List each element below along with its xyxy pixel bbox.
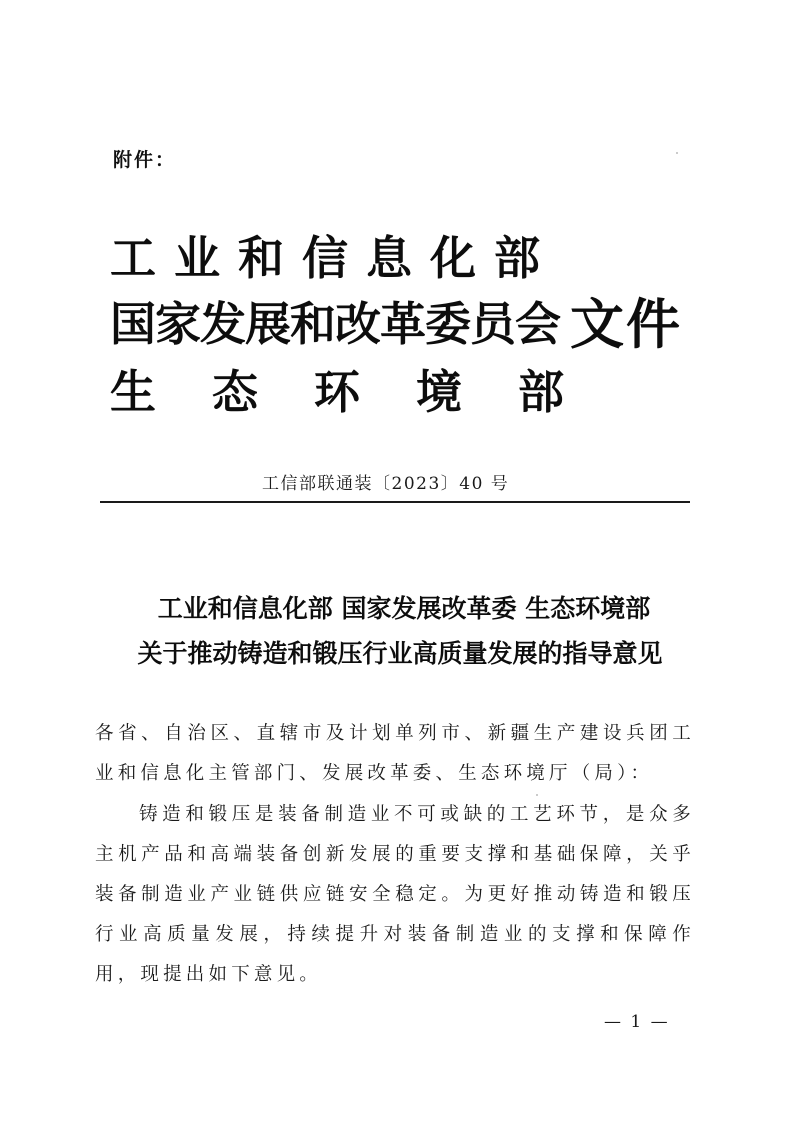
scan-speck: [676, 152, 678, 154]
issuer-ndrc: 国家发展和改革委员会: [110, 297, 560, 351]
scan-speck: [536, 794, 538, 796]
document-title-line-1: 工业和信息化部 国家发展改革委 生态环境部: [157, 594, 651, 623]
header-separator: [100, 501, 690, 503]
attachment-label: 附件：: [113, 149, 177, 171]
body-paragraph: 铸造和锻压是装备制造业不可或缺的工艺环节，是众多主机产品和高端装备创新发展的重要支撑和基础保障，关乎装备制造业产业链供应链安全稳定。为更好推动铸造和锻压行业高质量发展，持续提升对装备制造业的支撑和保障作用，现提出如下意见。: [95, 804, 695, 985]
issuer-miit: 工业和信息化部: [110, 231, 558, 285]
page-number: — 1 —: [604, 1012, 670, 1032]
issuer-mee: 生态环境部: [110, 365, 620, 419]
document-number: 工信部联通装〔2023〕40 号: [262, 474, 510, 494]
document-title-line-2: 关于推动铸造和锻压行业高质量发展的指导意见: [137, 639, 663, 668]
document-word: 文件: [570, 292, 682, 356]
addressee: 各省、自治区、直辖市及计划单列市、新疆生产建设兵团工业和信息化主管部门、发展改革委、生态环境厅（局）：: [95, 723, 695, 784]
